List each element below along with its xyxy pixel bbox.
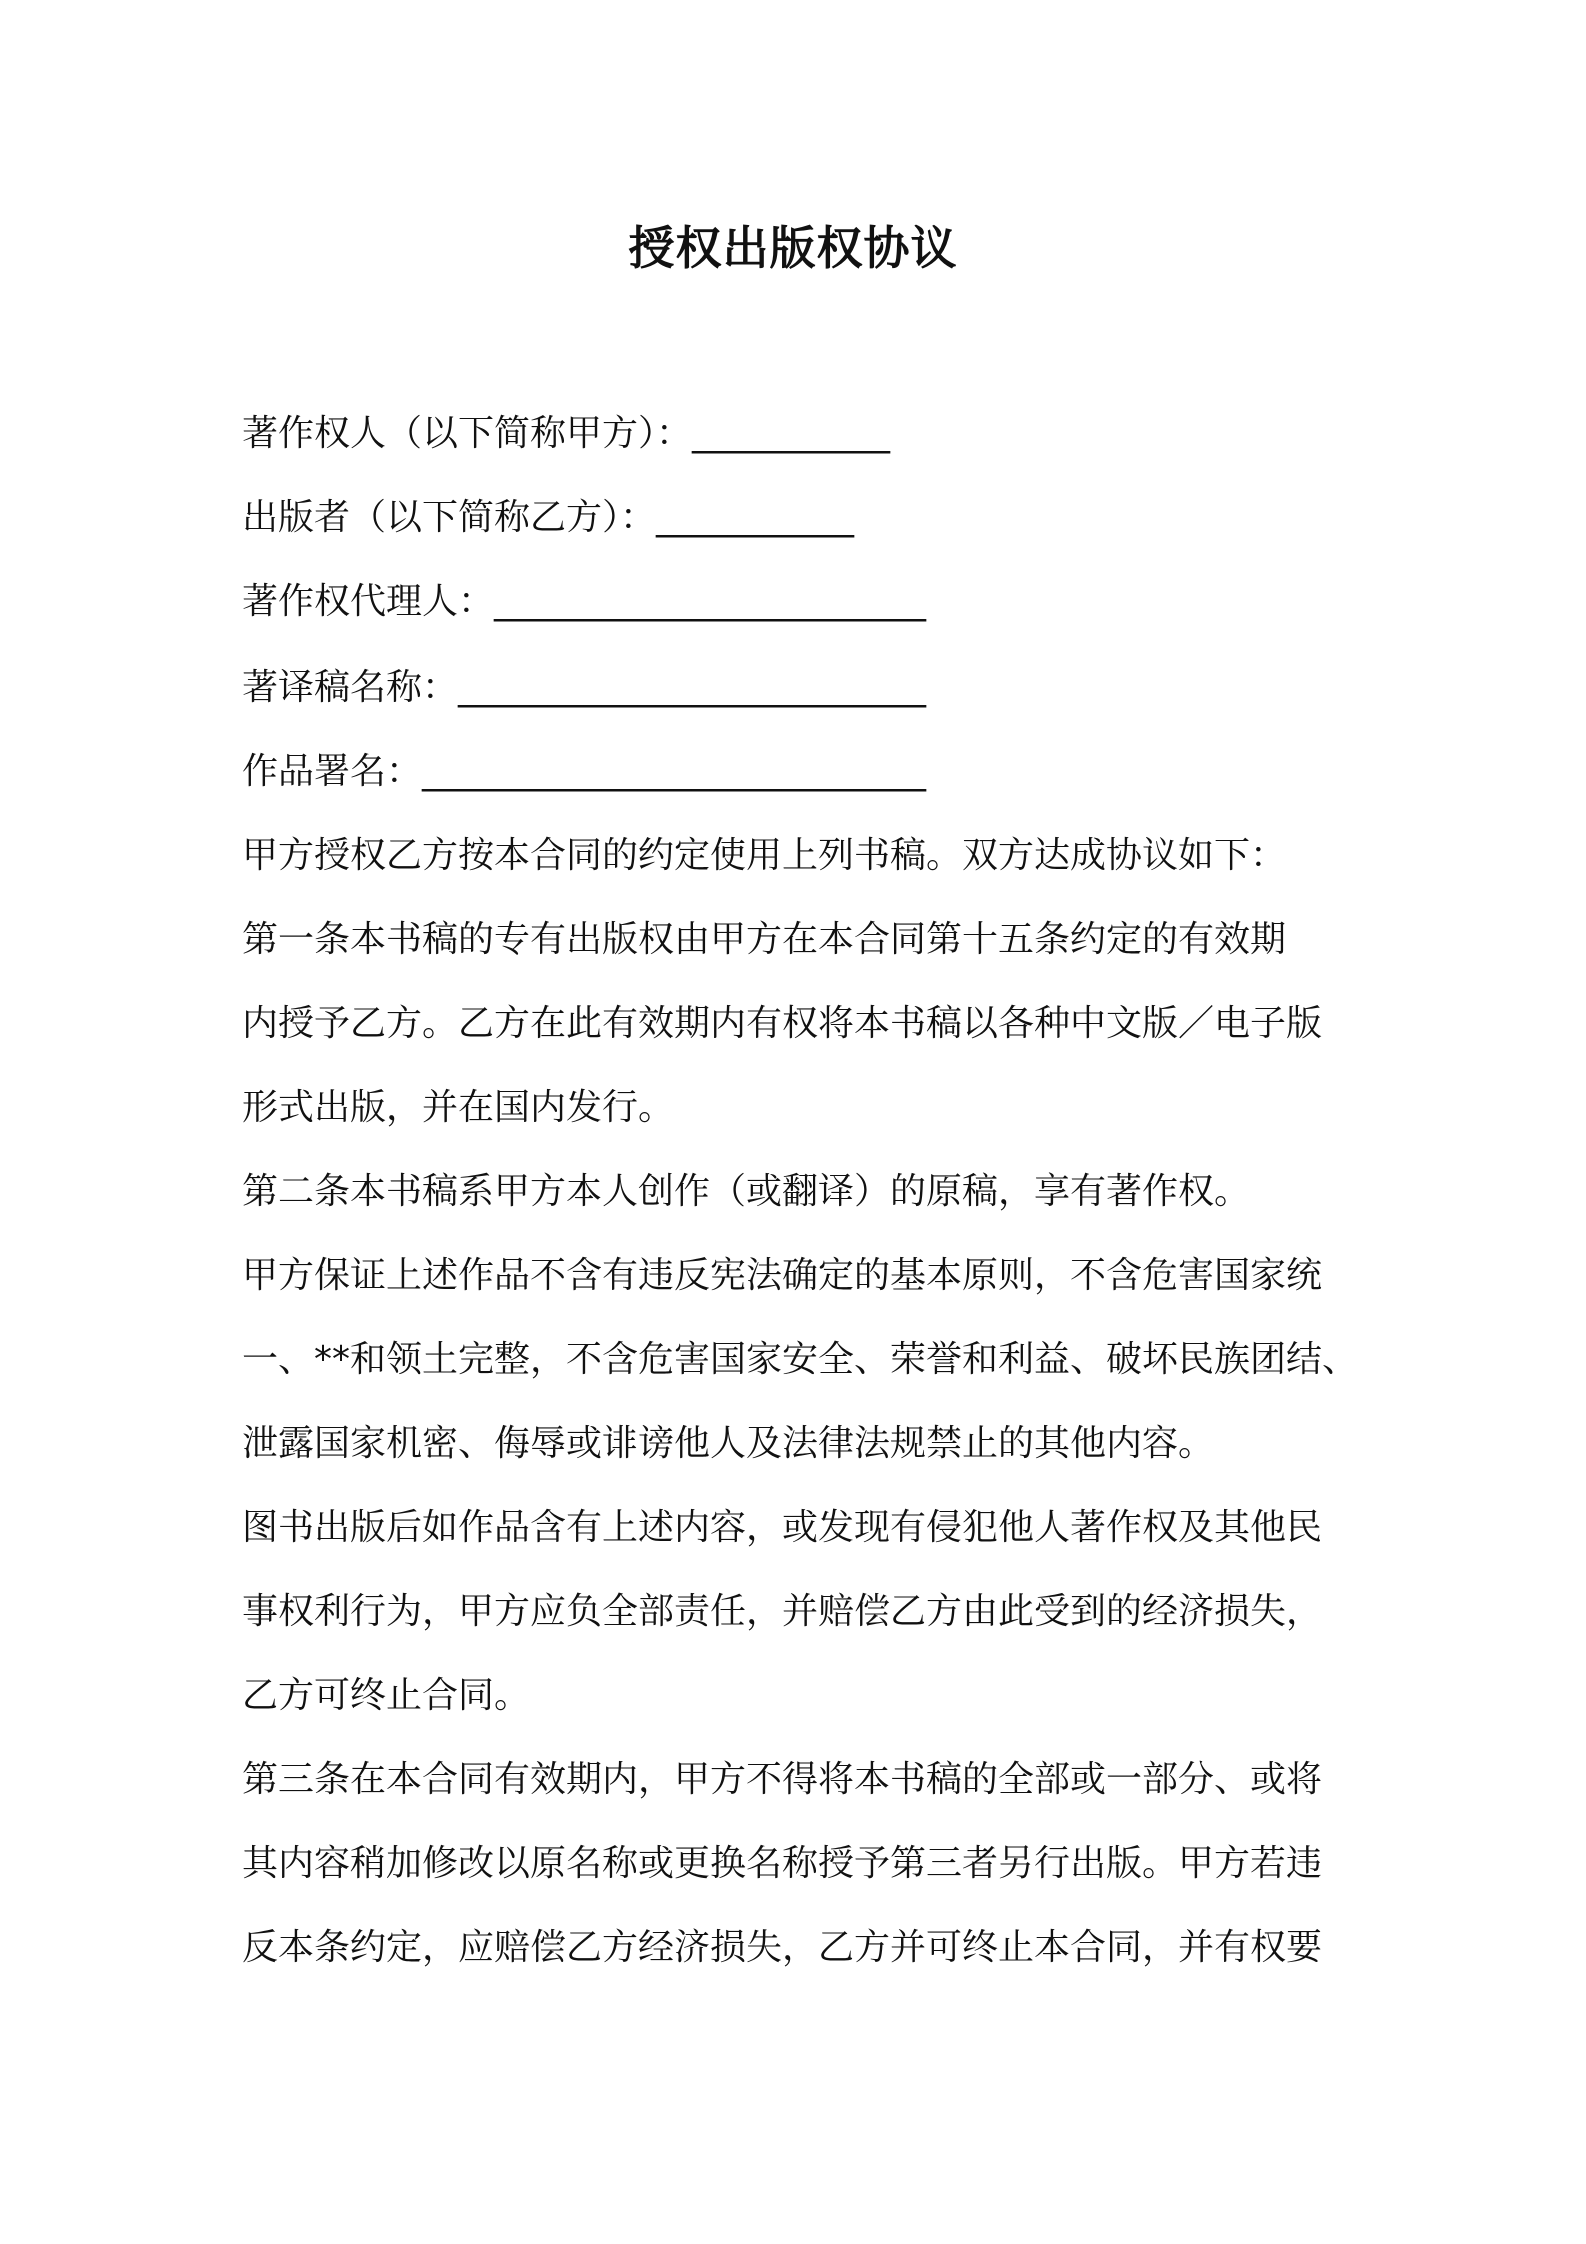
text-line: 形式出版，并在国内发行。 <box>242 1087 675 1128</box>
text-line: 一、**和领土完整，不含危害国家安全、荣誉和利益、破坏民族团结、 <box>242 1339 1359 1380</box>
text-line: 事权利行为，甲方应负全部责任，并赔偿乙方由此受到的经济损失， <box>242 1591 1323 1632</box>
text-line: 第二条本书稿系甲方本人创作（或翻译）的原稿，享有著作权。 <box>242 1171 1251 1212</box>
text-line: 反本条约定，应赔偿乙方经济损失，乙方并可终止本合同，并有权要 <box>242 1927 1323 1968</box>
text-line: 内授予乙方。乙方在此有效期内有权将本书稿以各种中文版／电子版 <box>242 1003 1323 1044</box>
field-copyright-holder: 著作权人（以下简称甲方）：___________ <box>242 413 891 454</box>
text-line: 第一条本书稿的专有出版权由甲方在本合同第十五条约定的有效期 <box>242 919 1287 960</box>
text-line: 第三条在本合同有效期内，甲方不得将本书稿的全部或一部分、或将 <box>242 1759 1323 1800</box>
field-manuscript-name: 著译稿名称：__________________________ <box>242 667 927 708</box>
text-line: 甲方保证上述作品不含有违反宪法确定的基本原则，不含危害国家统 <box>242 1255 1323 1296</box>
field-publisher: 出版者（以下简称乙方）：___________ <box>242 497 855 538</box>
text-line: 甲方授权乙方按本合同的约定使用上列书稿。双方达成协议如下： <box>242 835 1287 876</box>
text-line: 泄露国家机密、侮辱或诽谤他人及法律法规禁止的其他内容。 <box>242 1423 1215 1464</box>
text-line: 乙方可终止合同。 <box>242 1675 531 1716</box>
document-title: 授权出版权协议 <box>628 221 958 275</box>
text-line: 图书出版后如作品含有上述内容，或发现有侵犯他人著作权及其他民 <box>242 1507 1323 1548</box>
field-copyright-agent: 著作权代理人：________________________ <box>242 581 927 622</box>
field-work-signature: 作品署名：____________________________ <box>242 751 927 792</box>
text-line: 其内容稍加修改以原名称或更换名称授予第三者另行出版。甲方若违 <box>242 1843 1323 1884</box>
